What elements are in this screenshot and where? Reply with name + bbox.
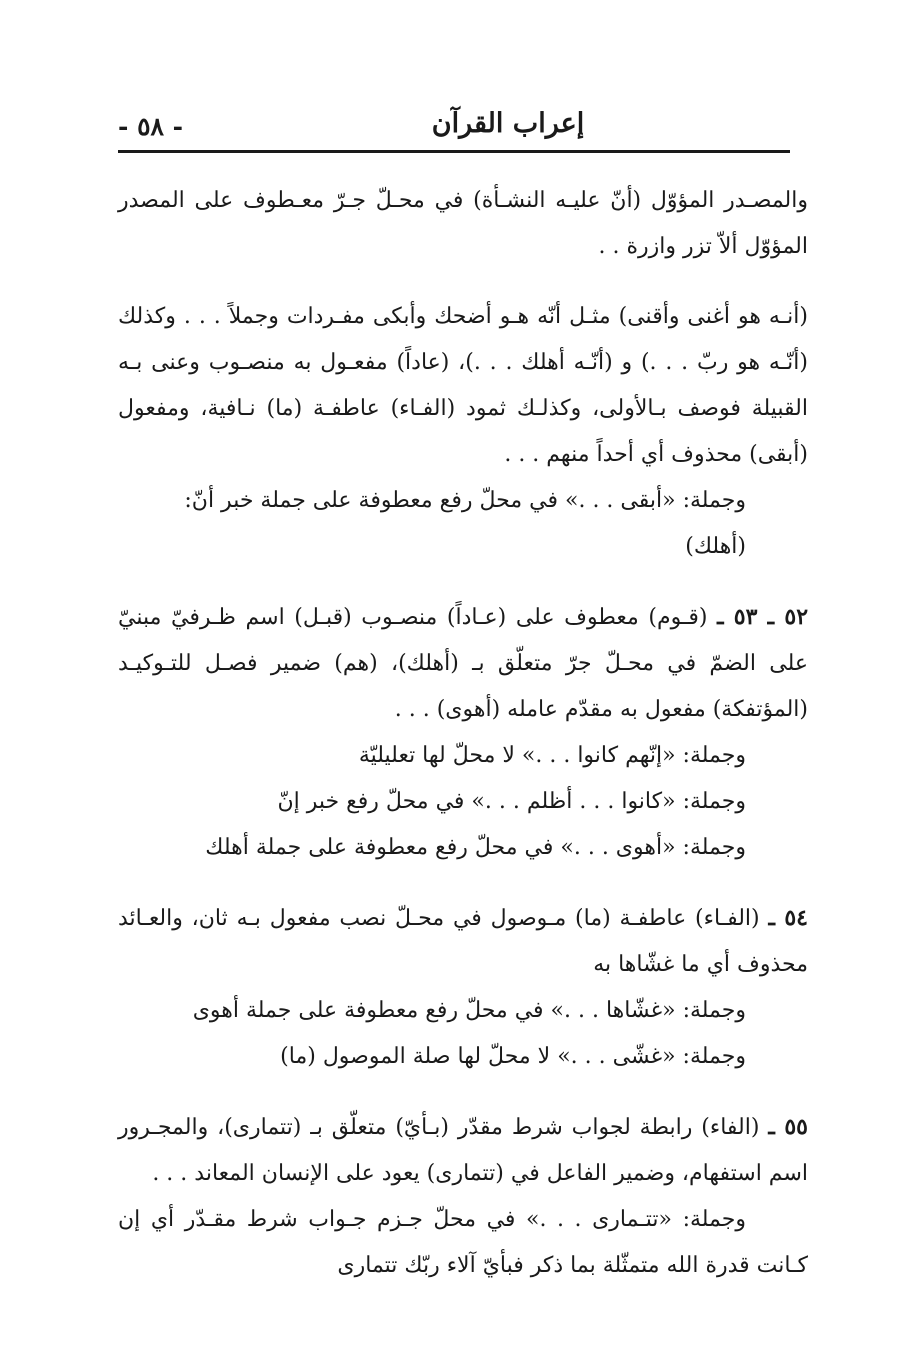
paragraph-gap [118, 1080, 808, 1104]
paragraph-text: والمصـدر المؤوّل (أنّ عليـه النشـأة) في محـلّ جـرّ معـطوف على المصدر المؤوّل ألاّ تزر وازرة . . [118, 188, 808, 259]
page-number: - ٥٨ - [118, 112, 184, 141]
paragraph [118, 594, 808, 733]
paragraph-gap [118, 871, 808, 895]
paragraph-text: وجملة: «أبقى . . .» في محلّ رفع معطوفة على جملة خبر أنّ: (أهلك) [184, 488, 746, 559]
header-rule [118, 150, 790, 153]
verse-number: ٥٢ ـ ٥٣ ـ [717, 604, 809, 630]
sentence-analysis-line [118, 478, 808, 570]
page-body [118, 178, 808, 1289]
sentence-analysis-line [118, 988, 808, 1034]
sentence-analysis-line [118, 825, 808, 871]
paragraph-gap [118, 270, 808, 294]
paragraph-text: (الفاء) رابطة لجواب شرط مقدّر (بـأيّ) متعلّق بـ (تتمارى)، والمجـرور اسم استفهام، وضمير الفاعل في (تتمارى) يعود على الإنسان المعاند . . . [118, 1115, 808, 1186]
sentence-analysis-line [118, 733, 808, 779]
paragraph-text: (الفـاء) عاطفـة (ما) مـوصول في محـلّ نصب مفعول بـه ثان، والعـائد محذوف أي ما غشّاها به [118, 906, 808, 977]
paragraph-gap [118, 570, 808, 594]
sentence-analysis-line [118, 1034, 808, 1080]
paragraph-text: وجملة: «غشّاها . . .» في محلّ رفع معطوفة على جملة أهوى [192, 998, 746, 1023]
paragraph-text: وجملة: «تتـمارى . . .» في محلّ جـزم جـواب شرط مقـدّر أي إن كـانت قدرة الله متمثّلة بما ذكر فبأيّ آلاء ربّك تتمارى [118, 1207, 808, 1278]
paragraph [118, 178, 808, 270]
paragraph-text: وجملة: «غشّى . . .» لا محلّ لها صلة الموصول (ما) [280, 1044, 746, 1069]
paragraph-text: وجملة: «كانوا . . . أظلم . . .» في محلّ رفع خبر إنّ [277, 789, 746, 814]
verse-number: ٥٤ ـ [768, 905, 808, 931]
sentence-analysis-line [118, 779, 808, 825]
paragraph-text: وجملة: «إنّهم كانوا . . .» لا محلّ لها تعليليّة [358, 743, 746, 768]
verse-number: ٥٥ ـ [768, 1114, 808, 1140]
paragraph [118, 294, 808, 478]
book-page [118, 0, 808, 1357]
running-title: إعراب القرآن [431, 108, 585, 139]
paragraph [118, 895, 808, 988]
paragraph [118, 1104, 808, 1197]
page-header [118, 100, 808, 148]
paragraph-text: (قـوم) معطوف على (عـاداً) منصـوب (قبـل) اسم ظـرفيّ مبنيّ على الضمّ في محـلّ جرّ متعلّق بـ (أهلك)، (هم) ضمير فصـل للتـوكيـد (المؤتفكة) مفعول به مقدّم عامله (أهوى) . . . [118, 605, 808, 722]
paragraph-text: وجملة: «أهوى . . .» في محلّ رفع معطوفة على جملة أهلك [205, 835, 746, 860]
paragraph-text: (أنـه هو أغنى وأقنى) مثـل أنّه هـو أضحك وأبكى مفـردات وجملاً . . . وكذلك (أنّـه هو ربّ . . .) و (أنّـه أهلك . . .)، (عاداً) مفعـول به منصـوب وعنى بـه القبيلة فوصف بـالأولى، وكذلـك ثمود (الفـاء) عاطفـة (ما) نـافية، ومفعول (أبقى) محذوف أي أحداً منهم . . . [118, 304, 808, 467]
paragraph [118, 1197, 808, 1289]
